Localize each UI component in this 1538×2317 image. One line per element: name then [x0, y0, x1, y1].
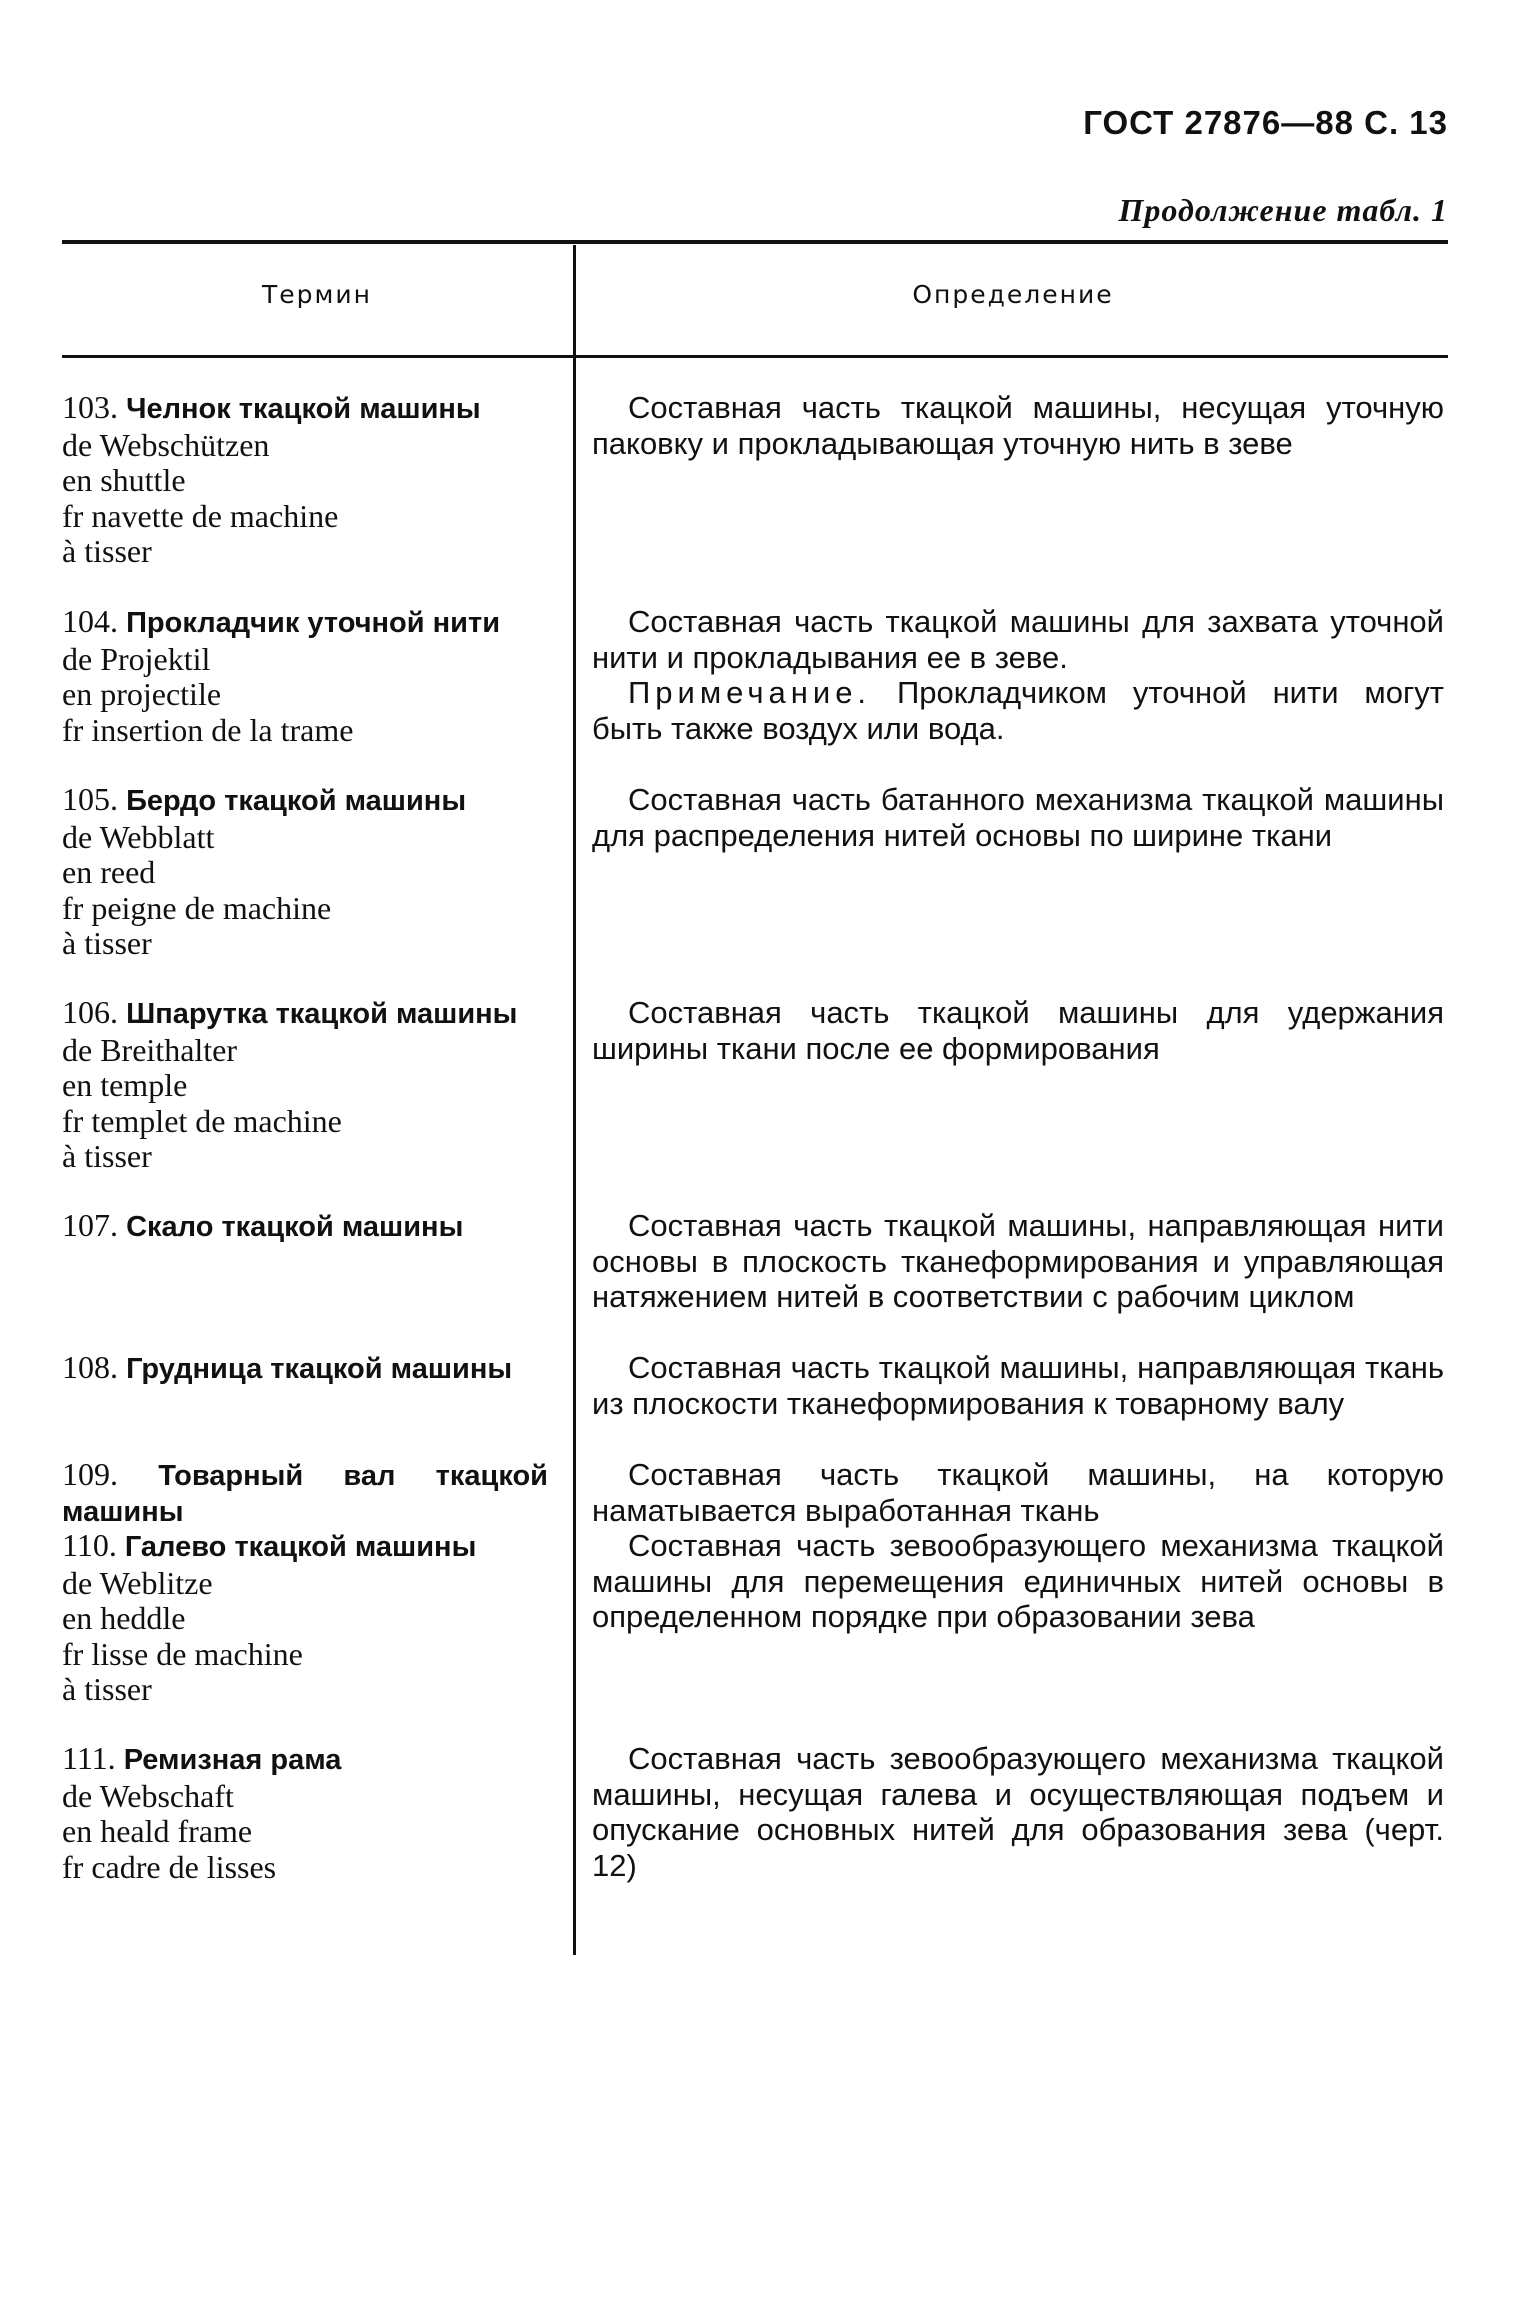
- definition-text: Составная часть ткацкой машины для удержания ширины ткани после ее формирования: [592, 995, 1444, 1066]
- definition-cell: [592, 1350, 1444, 1421]
- term-number: 109.: [62, 1456, 118, 1492]
- definition-text: Составная часть ткацкой машины, несущая уточную паковку и прокладывающая уточную нить в зеве: [592, 390, 1444, 461]
- equivalent-en: en temple: [62, 1067, 188, 1103]
- term-number: 108.: [62, 1349, 118, 1385]
- equivalent-de: de Weblitze: [62, 1564, 213, 1601]
- term-cell: [62, 1528, 548, 1708]
- definition-text: Составная часть зевообразующего механизма ткацкой машины, несущая галева и осуществляющая подъем и опускание основных нитей для образования зева (черт. 12): [592, 1741, 1444, 1883]
- term-name: Челнок ткацкой машины: [126, 393, 481, 425]
- term-cell: [62, 782, 548, 962]
- equivalent-en: en heddle: [62, 1600, 186, 1636]
- definition-cell: [592, 1741, 1444, 1883]
- equivalent-fr: fr peigne de machine: [62, 889, 332, 926]
- term-title: [62, 1350, 548, 1388]
- table-top-rule: [62, 240, 1448, 244]
- term-cell: [62, 390, 548, 570]
- equivalent-fr: fr insertion de la trame: [62, 711, 354, 748]
- equivalent-fr-cont: à tisser: [62, 533, 152, 569]
- term-number: 110.: [62, 1527, 117, 1563]
- term-title: [62, 1741, 548, 1779]
- term-title: [62, 1457, 548, 1530]
- equivalent-fr: fr templet de machine: [62, 1102, 342, 1139]
- equivalent-fr-cont: à tisser: [62, 1138, 152, 1174]
- equivalent-en: en shuttle: [62, 462, 186, 498]
- equivalent-fr: fr navette de machine: [62, 497, 339, 534]
- term-name: Галево ткацкой машины: [124, 1531, 477, 1563]
- term-number: 105.: [62, 781, 118, 817]
- term-number: 103.: [62, 389, 118, 425]
- term-title: [62, 782, 548, 820]
- definition-text: Составная часть ткацкой машины, направляющая нити основы в плоскость тканеформирования и управляющая натяжением нитей в соответствии с рабочим циклом: [592, 1208, 1444, 1314]
- definition-note: [592, 675, 1444, 746]
- term-cell: [62, 1741, 548, 1885]
- definition-cell: [592, 1457, 1444, 1528]
- term-title: [62, 1528, 548, 1566]
- term-cell: [62, 1350, 548, 1388]
- term-name: Скало ткацкой машины: [126, 1211, 464, 1243]
- table-header-rule: [62, 355, 1448, 358]
- term-name: Грудница ткацкой машины: [126, 1353, 513, 1385]
- definition-text: Составная часть ткацкой машины, на которую наматывается выработанная ткань: [592, 1457, 1444, 1528]
- term-number: 107.: [62, 1207, 118, 1243]
- term-name: Товарный вал ткацкой машины: [62, 1460, 548, 1528]
- term-cell: [62, 995, 548, 1175]
- term-title: [62, 390, 548, 428]
- term-name: Бердо ткацкой машины: [126, 785, 467, 817]
- term-cell: [62, 1208, 548, 1246]
- definition-text: Составная часть батанного механизма ткацкой машины для распределения нитей основы по ширине ткани: [592, 782, 1444, 853]
- definition-cell: [592, 782, 1444, 853]
- equivalent-de: de Projektil: [62, 640, 211, 677]
- definition-text: Составная часть ткацкой машины для захвата уточной нити и прокладывания ее в зеве.: [592, 604, 1444, 675]
- definition-cell: [592, 604, 1444, 746]
- definition-cell: [592, 1528, 1444, 1635]
- column-header-definition: Определение: [912, 280, 1114, 309]
- note-text: Прокладчиком уточной нити могут быть также воздух или вода.: [592, 675, 1444, 746]
- equivalent-fr: fr lisse de machine: [62, 1635, 303, 1672]
- equivalent-de: de Breithalter: [62, 1031, 238, 1068]
- definition-cell: [592, 1208, 1444, 1315]
- definition-text: Составная часть ткацкой машины, направляющая ткань из плоскости тканеформирования к товарному валу: [592, 1350, 1444, 1421]
- definition-cell: [592, 995, 1444, 1066]
- equivalent-fr-cont: à tisser: [62, 1671, 152, 1707]
- term-name: Прокладчик уточной нити: [126, 607, 501, 639]
- equivalent-en: en projectile: [62, 676, 222, 712]
- term-number: 106.: [62, 994, 118, 1030]
- equivalent-de: de Webschaft: [62, 1777, 234, 1814]
- column-divider: [573, 245, 576, 1955]
- definition-cell: [592, 390, 1444, 461]
- term-cell: [62, 1457, 548, 1530]
- term-title: [62, 1208, 548, 1246]
- equivalent-fr-cont: à tisser: [62, 925, 152, 961]
- term-title: [62, 604, 548, 642]
- term-number: 104.: [62, 603, 118, 639]
- equivalent-fr: fr cadre de lisses: [62, 1848, 277, 1885]
- equivalent-de: de Webblatt: [62, 818, 215, 855]
- term-title: [62, 995, 548, 1033]
- equivalent-de: de Webschützen: [62, 426, 270, 463]
- page-header: ГОСТ 27876—88 С. 13: [1083, 104, 1448, 141]
- table-continuation-label: Продолжение табл. 1: [1118, 192, 1448, 228]
- note-label: Примечание.: [628, 675, 872, 710]
- term-number: 111.: [62, 1740, 116, 1776]
- term-name: Ремизная рама: [123, 1744, 342, 1776]
- definition-text: Составная часть зевообразующего механизма ткацкой машины для перемещения единичных нитей основы в определенном порядке при образовании зева: [592, 1528, 1444, 1634]
- equivalent-en: en reed: [62, 854, 156, 890]
- term-name: Шпарутка ткацкой машины: [126, 998, 518, 1030]
- column-header-term: Термин: [262, 280, 372, 309]
- term-cell: [62, 604, 548, 748]
- equivalent-en: en heald frame: [62, 1813, 253, 1849]
